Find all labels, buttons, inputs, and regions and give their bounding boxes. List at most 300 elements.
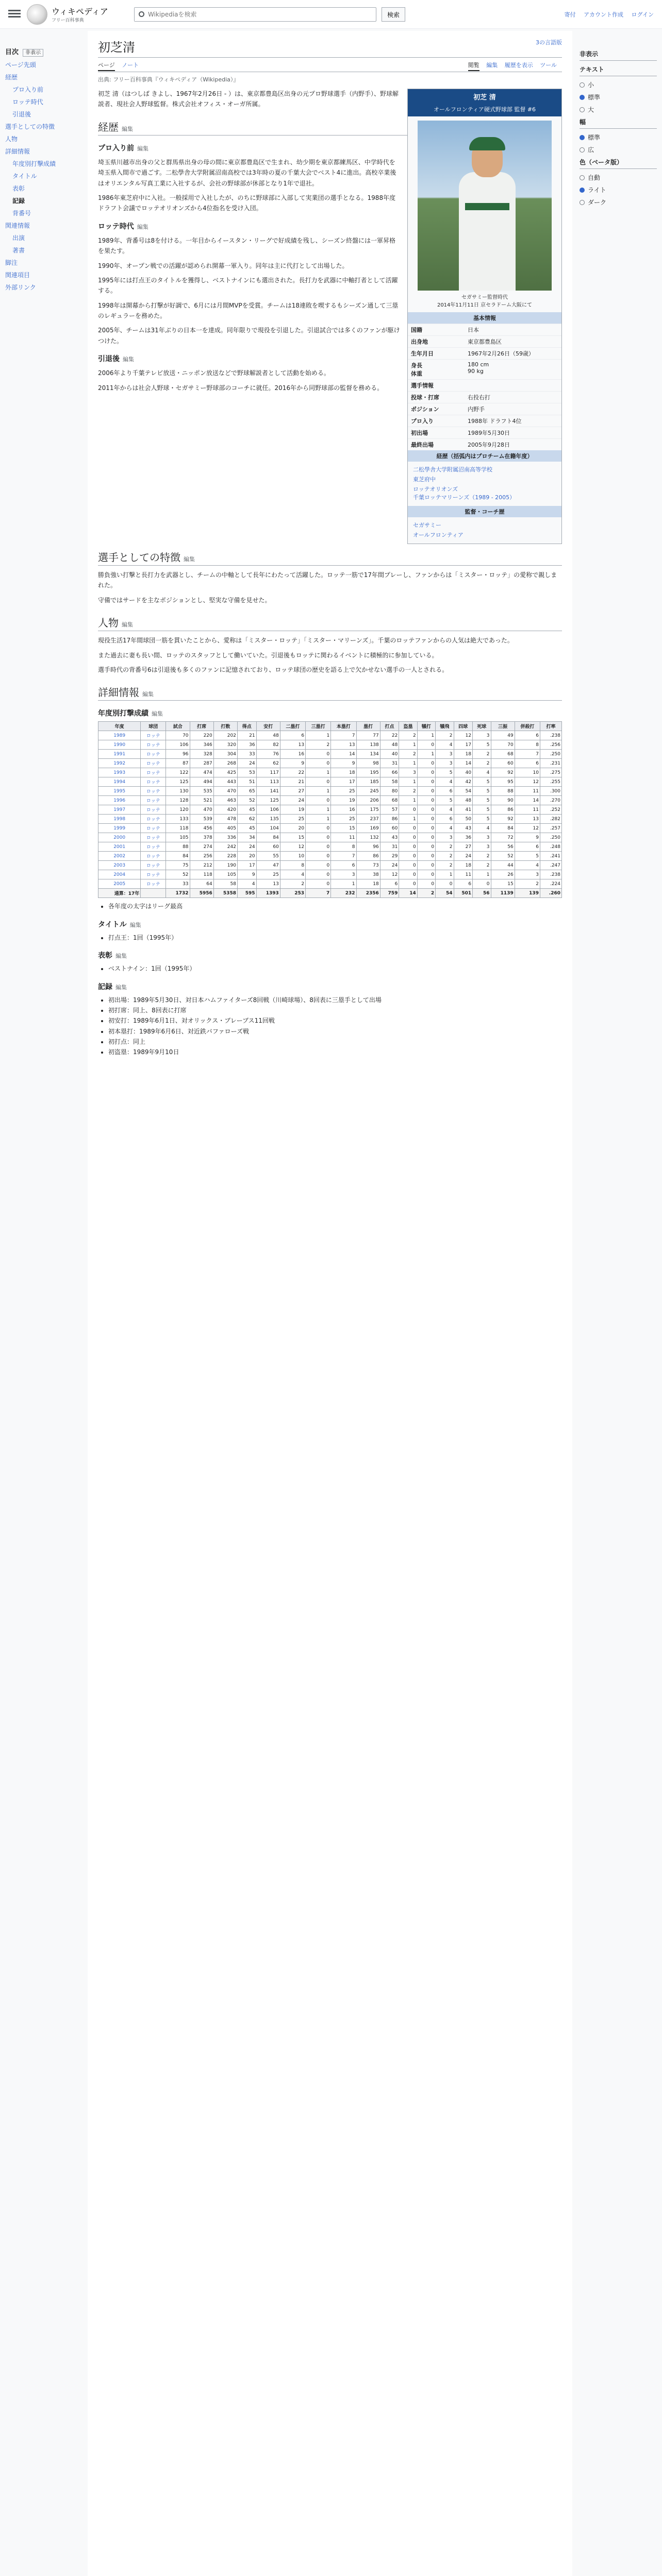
toc-item[interactable]: 出演 (12, 234, 25, 242)
infobox-row (408, 403, 561, 415)
radio-icon[interactable] (580, 82, 585, 88)
table-cell[interactable]: ロッテ (141, 815, 166, 824)
table-cell: 0 (417, 833, 435, 842)
appearance-option[interactable] (580, 185, 657, 194)
table-cell: 92 (491, 815, 515, 824)
table-cell: 4 (436, 777, 454, 787)
infobox-row (408, 347, 561, 359)
table-cell[interactable]: ロッテ (141, 870, 166, 879)
table-cell: 19 (280, 805, 305, 815)
table-cell: 9 (331, 759, 356, 768)
infobox-key: 生年月日 (411, 350, 434, 357)
table-row (98, 842, 562, 852)
radio-icon[interactable] (580, 188, 585, 193)
table-cell: 0 (417, 870, 435, 879)
table-cell: 470 (190, 805, 213, 815)
infobox-key: 最終出場 (411, 442, 434, 448)
paragraph: 1986年東芝府中に入社。一般採用で入社したが、のちに野球部に入部して実業団の選手となる。1988年度ドラフト会議でロッテオリオンズから4位指名を受け入団。 (98, 194, 396, 212)
toc-item[interactable]: ロッテ時代 (12, 98, 43, 106)
infobox-value: 1989年5月30日 (468, 430, 510, 436)
table-row (98, 777, 562, 787)
radio-icon[interactable] (580, 107, 585, 112)
toc-item[interactable]: 記録 (12, 197, 25, 205)
tab-history[interactable]: 履歴を表示 (504, 62, 533, 69)
table-cell[interactable]: 1995 (98, 787, 141, 796)
table-cell: 5 (515, 852, 540, 861)
toc-item[interactable]: 人物 (5, 135, 18, 143)
table-cell: 118 (166, 824, 190, 833)
table-cell: 3 (436, 750, 454, 759)
text-size-heading: テキスト (580, 65, 657, 76)
table-cell: 24 (237, 842, 256, 852)
appearance-option[interactable] (580, 198, 657, 207)
table-cell: .257 (540, 824, 561, 833)
table-cell: 4 (473, 824, 491, 833)
infobox-value: 1988年 ドラフト4位 (468, 418, 522, 425)
table-cell: 274 (190, 842, 213, 852)
table-cell: 70 (166, 731, 190, 740)
table-cell: 15 (280, 833, 305, 842)
table-cell: 42 (454, 777, 473, 787)
radio-icon[interactable] (580, 200, 585, 205)
table-cell: 0 (436, 879, 454, 889)
table-cell: 11 (515, 787, 540, 796)
table-cell: 130 (166, 787, 190, 796)
coach-item[interactable]: オールフロンティア (413, 532, 464, 538)
table-cell: 84 (491, 824, 515, 833)
table-cell[interactable]: 1996 (98, 796, 141, 805)
table-cell: 6 (380, 879, 399, 889)
toc-item[interactable]: 外部リンク (5, 284, 36, 291)
table-cell: 4 (436, 805, 454, 815)
table-cell: 128 (166, 796, 190, 805)
table-cell: 535 (190, 787, 213, 796)
table-cell: 11 (454, 870, 473, 879)
coach-item[interactable]: セガサミー (413, 522, 441, 529)
table-cell: 56 (491, 842, 515, 852)
table-cell: 2 (306, 740, 331, 750)
table-cell: 2 (436, 842, 454, 852)
table-cell: 190 (213, 861, 237, 870)
table-cell: 125 (256, 796, 280, 805)
table-cell: .241 (540, 852, 561, 861)
table-cell: 5358 (213, 889, 237, 898)
table-cell: 10 (280, 852, 305, 861)
toc-item[interactable]: 表彰 (12, 185, 25, 192)
table-cell: 0 (306, 852, 331, 861)
table-cell: 346 (190, 740, 213, 750)
table-cell: 245 (356, 787, 380, 796)
list-item: • 初安打：1989年6月1日、対オリックス・ブレーブス11回戦 (108, 1015, 562, 1026)
toc-item[interactable]: 著書 (12, 247, 25, 254)
infobox-value (468, 381, 558, 389)
edit-link[interactable]: 編集 (184, 556, 195, 563)
career-item[interactable]: ロッテオリオンズ 千葉ロッテマリーンズ（1989 - 2005） (413, 486, 516, 501)
table-cell: 53 (237, 768, 256, 777)
appearance-hide[interactable]: 非表示 (580, 49, 657, 61)
table-cell[interactable]: 1993 (98, 768, 141, 777)
table-row (98, 870, 562, 879)
edit-link[interactable]: 編集 (122, 125, 133, 132)
awards-list (108, 963, 562, 974)
table-cell: 8 (331, 842, 356, 852)
table-cell: 420 (213, 805, 237, 815)
table-cell: 1 (399, 777, 417, 787)
table-cell: 77 (356, 731, 380, 740)
tab-talk[interactable]: ノート (122, 62, 139, 69)
edit-link[interactable]: 編集 (152, 710, 163, 718)
table-cell: 48 (380, 740, 399, 750)
table-cell: 52 (237, 796, 256, 805)
table-cell: 132 (356, 833, 380, 842)
search-button[interactable]: 検索 (382, 7, 405, 22)
infobox-career-list (408, 462, 561, 506)
edit-link[interactable]: 編集 (142, 691, 154, 698)
table-cell: 4 (473, 768, 491, 777)
table-cell: .255 (540, 777, 561, 787)
table-cell[interactable]: 1997 (98, 805, 141, 815)
table-cell: 70 (491, 740, 515, 750)
table-cell: 1 (331, 879, 356, 889)
table-cell: 6 (515, 759, 540, 768)
table-cell: 0 (306, 879, 331, 889)
toc-item[interactable]: 年度別打撃成績 (12, 160, 56, 167)
tab-page[interactable]: ページ (98, 62, 115, 71)
table-cell: 2 (473, 750, 491, 759)
table-cell: 27 (280, 787, 305, 796)
infobox-row (408, 324, 561, 335)
edit-link[interactable]: 編集 (123, 356, 134, 363)
toc-item[interactable]: 関連項目 (5, 272, 30, 279)
radio-icon[interactable] (580, 95, 585, 100)
table-cell: 6 (436, 815, 454, 824)
table-cell: .256 (540, 740, 561, 750)
table-cell: 212 (190, 861, 213, 870)
table-cell: 40 (454, 768, 473, 777)
table-cell: 2 (515, 879, 540, 889)
table-cell: 24 (237, 759, 256, 768)
table-cell: 0 (473, 879, 491, 889)
table-cell: 0 (306, 870, 331, 879)
table-cell[interactable]: ロッテ (141, 852, 166, 861)
table-cell: .248 (540, 842, 561, 852)
table-cell: 3 (331, 870, 356, 879)
appearance-option[interactable] (580, 105, 657, 114)
table-cell: 8 (515, 740, 540, 750)
table-cell: 43 (380, 833, 399, 842)
table-cell[interactable]: ロッテ (141, 796, 166, 805)
appearance-option[interactable] (580, 133, 657, 142)
table-cell: 595 (237, 889, 256, 898)
edit-link[interactable]: 編集 (137, 145, 148, 152)
option-label: 広 (588, 146, 594, 154)
table-cell: 1 (399, 796, 417, 805)
infobox (407, 89, 562, 544)
paragraph: 現役生活17年間球団一筋を貫いたことから、愛称は「ミスター・ロッテ」「ミスター・マリーンズ」。千葉のロッテファンからの人気は絶大であった。 (98, 637, 514, 645)
login-link[interactable]: ログイン (631, 11, 654, 18)
table-cell[interactable]: 2001 (98, 842, 141, 852)
paragraph: また過去に妻も長い間、ロッテのスタッフとして働いていた。引退後もロッテに関わるイベントに積極的に参加している。 (98, 651, 438, 659)
table-header-cell: 犠打 (417, 722, 435, 731)
table-header-cell: 二塁打 (280, 722, 305, 731)
table-cell: 9 (515, 833, 540, 842)
toc-item[interactable]: 関連情報 (5, 222, 30, 229)
toc-item[interactable]: プロ入り前 (12, 86, 44, 93)
table-cell[interactable]: ロッテ (141, 787, 166, 796)
toc-item[interactable]: 引退後 (12, 111, 31, 118)
table-cell[interactable]: ロッテ (141, 879, 166, 889)
option-label: 標準 (588, 94, 601, 101)
table-cell[interactable]: ロッテ (141, 740, 166, 750)
table-cell[interactable]: 2002 (98, 852, 141, 861)
section-records: 記録 編集 (98, 982, 127, 991)
table-cell: .270 (540, 796, 561, 805)
table-cell[interactable]: 1991 (98, 750, 141, 759)
table-cell: 0 (417, 852, 435, 861)
create-account-link[interactable]: アカウント作成 (584, 11, 624, 18)
table-cell[interactable]: 1989 (98, 731, 141, 740)
table-row (98, 861, 562, 870)
table-cell: 55 (256, 852, 280, 861)
edit-link[interactable]: 編集 (122, 621, 133, 629)
table-header-cell: 四球 (454, 722, 473, 731)
search-input[interactable] (135, 8, 351, 21)
table-cell: 68 (491, 750, 515, 759)
table-cell: 3 (399, 768, 417, 777)
table-cell[interactable]: 1992 (98, 759, 141, 768)
table-cell: 378 (190, 833, 213, 842)
table-cell[interactable]: 2005 (98, 879, 141, 889)
table-cell: 31 (380, 842, 399, 852)
table-cell: 133 (166, 815, 190, 824)
table-cell: 494 (190, 777, 213, 787)
language-button[interactable]: 3の言語版 (536, 39, 562, 46)
table-cell: 54 (436, 889, 454, 898)
table-cell: 25 (331, 815, 356, 824)
career-item[interactable]: 二松學舎大学附属沼南高等学校 (413, 466, 492, 473)
table-cell: 34 (237, 833, 256, 842)
table-cell: 4 (515, 861, 540, 870)
table-cell: 0 (417, 777, 435, 787)
toc-item[interactable]: タイトル (12, 173, 37, 180)
radio-icon[interactable] (580, 135, 585, 140)
table-cell: 25 (256, 870, 280, 879)
table-cell[interactable]: 2000 (98, 833, 141, 842)
table-cell: 86 (380, 815, 399, 824)
table-cell[interactable]: ロッテ (141, 731, 166, 740)
table-header-cell: 本塁打 (331, 722, 356, 731)
table-cell[interactable]: 1998 (98, 815, 141, 824)
table-cell: 27 (454, 842, 473, 852)
table-cell: 68 (380, 796, 399, 805)
table-cell: 125 (166, 777, 190, 787)
table-cell[interactable]: 1999 (98, 824, 141, 833)
paragraph: 1990年、オープン戦での活躍が認められ開幕一軍入り。同年は主に代打として出場した。 (98, 262, 349, 269)
toc-item[interactable]: 選手としての特徴 (5, 123, 55, 130)
table-cell[interactable]: 1994 (98, 777, 141, 787)
table-cell: 13 (256, 879, 280, 889)
section-lotte: ロッテ時代 編集 (98, 222, 148, 231)
table-cell: 58 (213, 879, 237, 889)
toc-item[interactable]: 経歴 (5, 74, 18, 81)
toc-hide-button[interactable]: 非表示 (23, 49, 43, 57)
table-cell[interactable]: ロッテ (141, 861, 166, 870)
table-cell[interactable]: ロッテ (141, 842, 166, 852)
table-header-cell: 年度 (98, 722, 141, 731)
wikipedia-logo[interactable] (27, 4, 47, 25)
toc-sidebar (5, 46, 82, 295)
toc-item[interactable]: ページ先頭 (5, 61, 36, 69)
table-cell: 135 (256, 815, 280, 824)
player-photo[interactable] (418, 121, 552, 291)
tab-edit[interactable]: 編集 (486, 62, 498, 69)
edit-link[interactable]: 編集 (115, 984, 127, 991)
table-cell[interactable]: ロッテ (141, 824, 166, 833)
section-features: 選手としての特徴 編集 (98, 549, 562, 566)
site-name[interactable]: ウィキペディア (52, 7, 108, 16)
toc-item[interactable]: 背番号 (12, 210, 31, 217)
paragraph: 1998年は開幕から打撃が好調で、6月には月間MVPを受賞。チームは18連敗を喫するもシーズン通して三塁のレギュラーを務めた。 (98, 301, 399, 320)
table-cell: 0 (306, 796, 331, 805)
infobox-key: プロ入り (411, 418, 434, 425)
table-cell[interactable]: ロッテ (141, 777, 166, 787)
table-cell: 60 (256, 842, 280, 852)
table-cell: 1 (473, 870, 491, 879)
table-cell: 5 (473, 796, 491, 805)
table-cell: 13 (331, 740, 356, 750)
table-cell: 41 (454, 805, 473, 815)
table-cell: 50 (454, 815, 473, 824)
table-cell[interactable]: 1990 (98, 740, 141, 750)
table-cell: 1 (399, 740, 417, 750)
radio-icon[interactable] (580, 175, 585, 180)
search-box[interactable] (134, 7, 376, 22)
infobox-section-basic: 基本情報 (408, 312, 561, 324)
table-cell: 1 (417, 750, 435, 759)
table-cell: 0 (417, 796, 435, 805)
table-cell: 0 (399, 879, 417, 889)
appearance-option[interactable] (580, 80, 657, 89)
infobox-row (408, 379, 561, 391)
table-cell: .247 (540, 861, 561, 870)
table-cell: 3 (473, 842, 491, 852)
table-cell: 0 (417, 759, 435, 768)
table-cell: 195 (356, 768, 380, 777)
section-after: 引退後 編集 (98, 355, 134, 364)
paragraph: 1989年、背番号は8を付ける。一年目からイースタン・リーグで好成績を残し、シーズン終盤には一軍昇格を果たす。 (98, 236, 395, 255)
appearance-option[interactable] (580, 93, 657, 101)
page-tabs (98, 61, 562, 72)
table-cell: 0 (399, 833, 417, 842)
table-cell: 38 (356, 870, 380, 879)
table-cell: 57 (380, 805, 399, 815)
appearance-option[interactable] (580, 173, 657, 182)
table-cell: 29 (380, 852, 399, 861)
paragraph: 2011年からは社会人野球・セガサミー野球部のコーチに就任。2016年から同野球部の監督を務める。 (98, 384, 384, 392)
infobox-section-coach: 監督・コーチ歴 (408, 506, 561, 517)
radio-icon[interactable] (580, 147, 585, 152)
edit-link[interactable]: 編集 (129, 921, 141, 928)
table-cell: 3 (436, 833, 454, 842)
table-cell: 12 (380, 870, 399, 879)
table-cell[interactable]: ロッテ (141, 768, 166, 777)
table-cell: .238 (540, 731, 561, 740)
table-header-cell: 盗塁 (399, 722, 417, 731)
table-cell: 52 (166, 870, 190, 879)
table-cell: 0 (417, 768, 435, 777)
table-cell: 0 (417, 740, 435, 750)
main-menu-icon[interactable] (8, 8, 21, 21)
table-row (98, 731, 562, 740)
table-row (98, 759, 562, 768)
appearance-option[interactable] (580, 145, 657, 154)
table-header-cell: 安打 (256, 722, 280, 731)
table-cell: 66 (380, 768, 399, 777)
table-cell: 0 (306, 842, 331, 852)
table-cell: 18 (454, 861, 473, 870)
table-cell: 256 (190, 852, 213, 861)
infobox-value: 日本 (468, 327, 479, 333)
table-cell: 7 (331, 731, 356, 740)
tab-tools[interactable]: ツール (540, 62, 557, 69)
color-heading: 色（ベータ版） (580, 158, 657, 169)
table-cell[interactable]: ロッテ (141, 805, 166, 815)
table-cell: 6 (331, 861, 356, 870)
table-cell: 1 (306, 787, 331, 796)
table-cell: 6 (280, 731, 305, 740)
table-cell: 72 (491, 833, 515, 842)
table-cell: 478 (213, 815, 237, 824)
toc-item[interactable]: 脚注 (5, 259, 18, 266)
table-cell: 33 (166, 879, 190, 889)
lead-paragraph: 初芝 清（はつしば きよし、1967年2月26日 - ）は、東京都豊島区出身の元プロ野球選手（内野手）、野球解説者、現社会人野球監督。株式会社オフィス・オーガ所属。 (98, 90, 399, 108)
table-cell: 65 (237, 787, 256, 796)
table-cell[interactable]: ロッテ (141, 833, 166, 842)
table-cell[interactable]: ロッテ (141, 750, 166, 759)
option-label: 小 (588, 81, 594, 89)
table-cell: 48 (256, 731, 280, 740)
edit-link[interactable]: 編集 (137, 223, 148, 230)
infobox-key: 出身地 (411, 338, 428, 345)
donate-link[interactable]: 寄付 (564, 11, 576, 18)
table-cell: 51 (237, 777, 256, 787)
table-cell: 202 (213, 731, 237, 740)
table-cell: 86 (356, 852, 380, 861)
list-item: • 初盗塁：1989年9月10日 (108, 1047, 562, 1057)
table-cell: 14 (515, 796, 540, 805)
paragraph: 勝負強い打撃と長打力を武器とし、チームの中軸として長年にわたって活躍した。ロッテ一筋で17年間プレーし、ファンからは「ミスター・ロッテ」の愛称で親しまれた。 (98, 571, 557, 589)
toc-item[interactable]: 詳細情報 (5, 148, 30, 155)
table-cell: 6 (454, 879, 473, 889)
list-item: • 各年度の太字はリーグ最高 (108, 901, 562, 911)
table-cell: 73 (356, 861, 380, 870)
table-cell: 44 (491, 861, 515, 870)
table-cell: 86 (491, 805, 515, 815)
table-cell[interactable]: 2004 (98, 870, 141, 879)
person-text (98, 635, 562, 675)
edit-link[interactable]: 編集 (115, 953, 127, 960)
table-header-cell: 打点 (380, 722, 399, 731)
table-cell: .224 (540, 879, 561, 889)
table-cell: 405 (213, 824, 237, 833)
career-item[interactable]: 東芝府中 (413, 476, 436, 483)
table-header-cell: 三振 (491, 722, 515, 731)
table-cell[interactable]: 2003 (98, 861, 141, 870)
table-cell[interactable]: ロッテ (141, 759, 166, 768)
tab-read[interactable]: 閲覧 (468, 62, 479, 71)
toc-title: 目次 非表示 (5, 46, 82, 56)
table-cell: 62 (256, 759, 280, 768)
